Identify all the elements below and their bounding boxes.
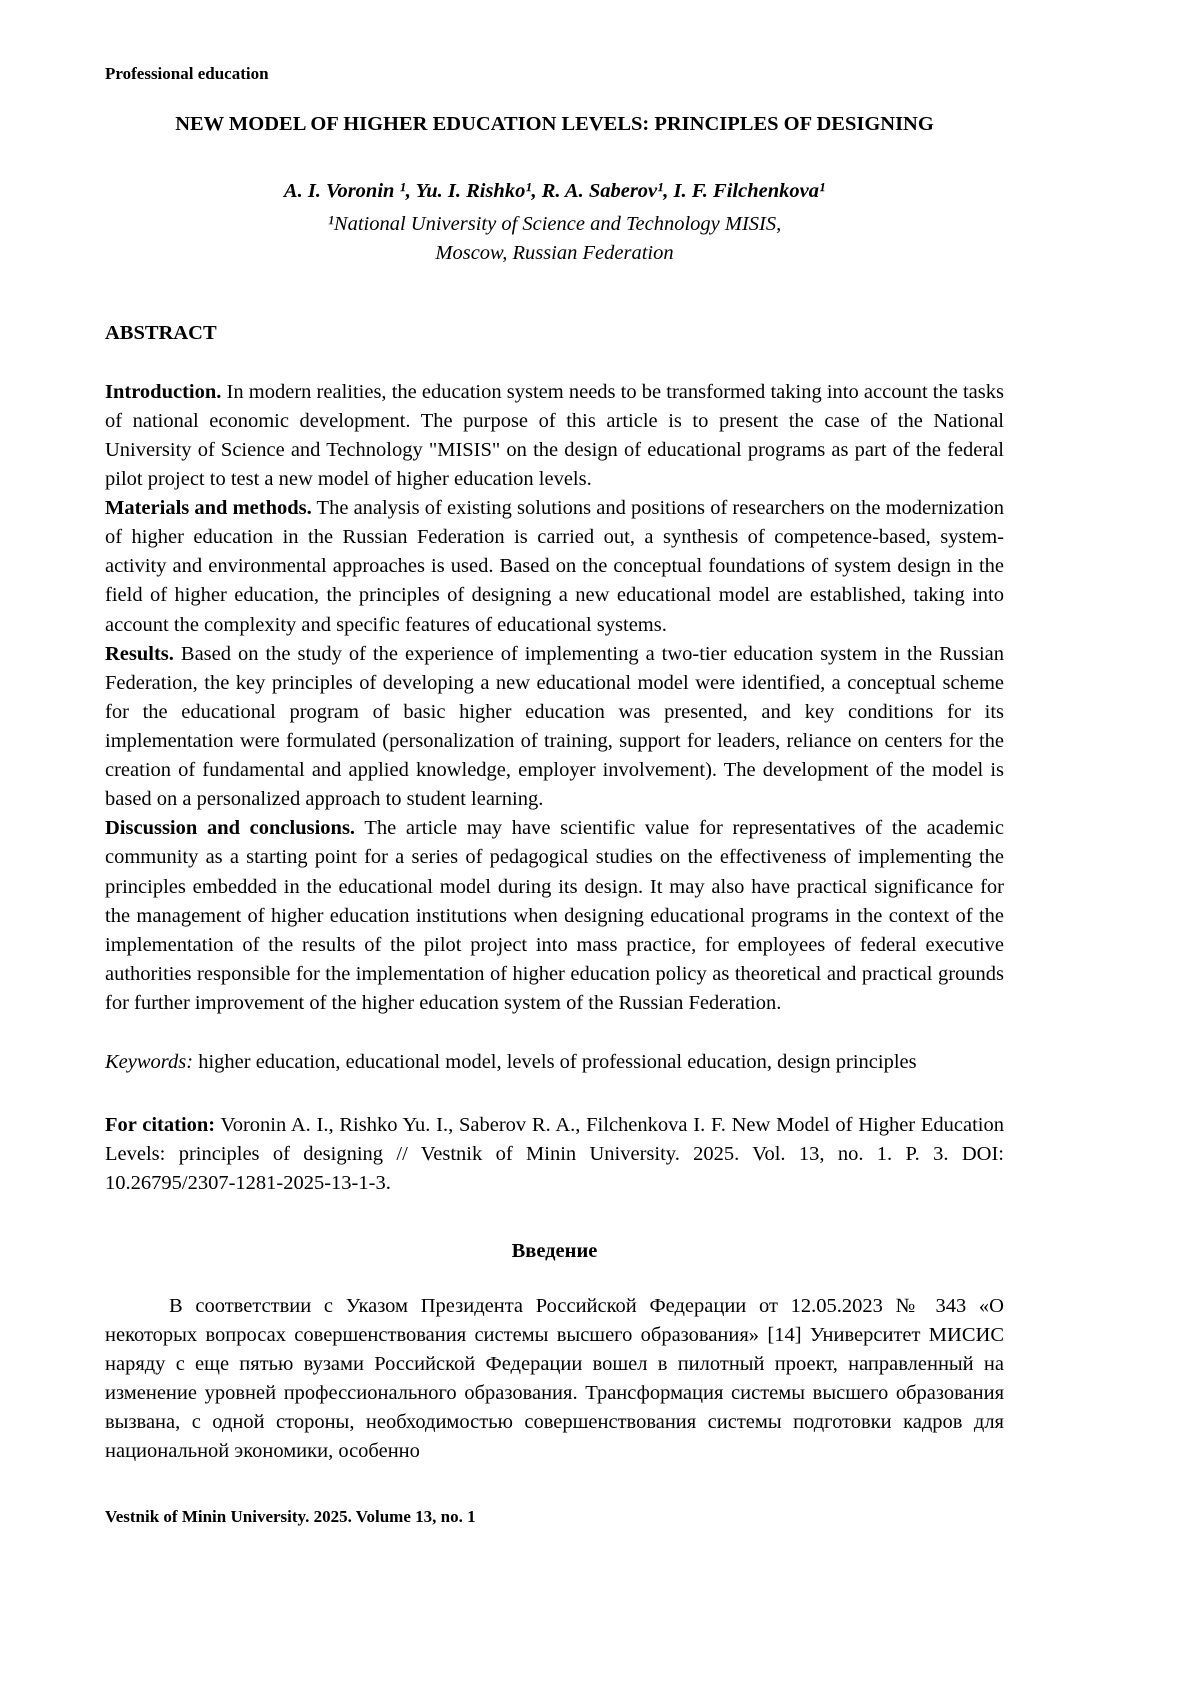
article-title: NEW MODEL OF HIGHER EDUCATION LEVELS: PRINCIPLES OF DESIGNING	[175, 113, 934, 136]
paragraph-text-introduction: In modern realities, the education system needs to be transformed taking into account the tasks of national economic development. The purpose of this article is to present the case of the National University of Science and Technology "MISIS" on the design of educational programs as part of the federal pilot project to test a new model of higher education levels.	[105, 380, 1004, 490]
introduction-heading: Введение	[511, 1239, 598, 1262]
authors-line: A. I. Voronin ¹, Yu. I. Rishko¹, R. A. Saberov¹, I. F. Filchenkova¹	[283, 180, 826, 203]
abstract-paragraph-materials	[105, 494, 1004, 640]
introduction-paragraph: В соответствии с Указом Президента Российской Федерации от 12.05.2023 № 343 «О некоторых вопросах совершенствования системы высшего образования» [14] Университет МИСИС наряду с еще пятью вузами Российской Федерации вошел в пилотный проект, направленный на изменение уровней профессионального образования. Трансформация системы высшего образования вызвана, с одной стороны, необходимостью совершенствования системы подготовки кадров для национальной экономики, особенно	[105, 1294, 1004, 1463]
paragraph-lead-materials: Materials and methods.	[105, 497, 312, 520]
keywords-label: Keywords:	[105, 1051, 194, 1074]
citation-label: For citation:	[105, 1114, 216, 1137]
keywords-text: higher education, educational model, levels of professional education, design principles	[193, 1051, 917, 1074]
abstract-paragraph-introduction	[105, 378, 1004, 494]
abstract-heading: ABSTRACT	[105, 321, 217, 344]
citation-line	[105, 1111, 1004, 1198]
paragraph-lead-discussion: Discussion and conclusions.	[105, 817, 356, 840]
affiliation-line-1: ¹National University of Science and Technology MISIS,	[327, 213, 782, 236]
abstract-paragraph-results	[105, 640, 1004, 815]
paragraph-text-materials: The analysis of existing solutions and positions of researchers on the modernization of higher education in the Russian Federation is carried out, a synthesis of competence-based, system-activity and environmental approaches is used. Based on the conceptual foundations of system design in the field of higher education, the principles of designing a new educational model are established, taking into account the complexity and specific features of educational systems.	[105, 497, 1004, 636]
page-footer: Vestnik of Minin University. 2025. Volume 13, no. 1	[105, 1507, 476, 1526]
paragraph-lead-introduction: Introduction.	[105, 380, 222, 403]
affiliation-line-2: Moscow, Russian Federation	[435, 242, 674, 265]
paragraph-text-discussion: The article may have scientific value for representatives of the academic community as a starting point for a series of pedagogical studies on the effectiveness of implementing the principles embedded in the educational model during its design. It may also have practical significance for the management of higher education institutions when designing educational programs in the context of the implementation of the results of the pilot project into mass practice, for employees of federal executive authorities responsible for the implementation of higher education policy as theoretical and practical grounds for further improvement of the higher education system of the Russian Federation.	[105, 817, 1004, 1014]
citation-text: Voronin A. I., Rishko Yu. I., Saberov R. A., Filchenkova I. F. New Model of Higher Education Levels: principles of designing // Vestnik of Minin University. 2025. Vol. 13, no. 1. P. 3. DOI: 10.26795/2307-1281-2025-13-1-3.	[105, 1114, 1004, 1195]
paragraph-lead-results: Results.	[105, 642, 174, 665]
keywords-line	[105, 1048, 1004, 1077]
abstract-paragraph-discussion	[105, 814, 1004, 1018]
running-head: Professional education	[105, 64, 269, 83]
paragraph-text-results: Based on the study of the experience of implementing a two-tier education system in the Russian Federation, the key principles of developing a new educational model were identified, a conceptual scheme for the educational program of basic higher education was presented, and key conditions for its implementation were formulated (personalization of training, support for leaders, reliance on centers for the creation of fundamental and applied knowledge, employer involvement). The development of the model is based on a personalized approach to student learning.	[105, 642, 1004, 811]
